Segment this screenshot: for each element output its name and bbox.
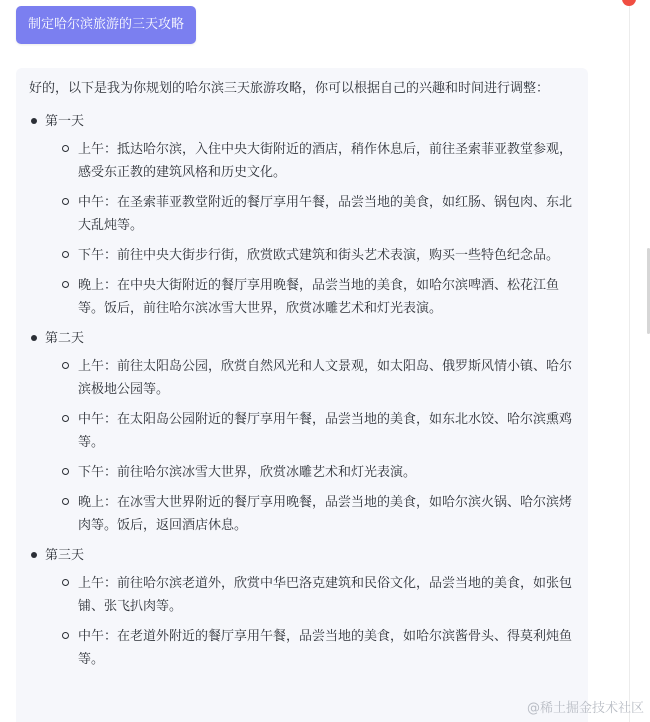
user-prompt-bubble[interactable]: 制定哈尔滨旅游的三天攻略	[16, 6, 196, 44]
schedule-item: 中午：在老道外附近的餐厅享用午餐，品尝当地的美食，如哈尔滨酱骨头、得莫利炖鱼等。	[61, 625, 575, 671]
schedule-item: 晚上：在冰雪大世界附近的餐厅享用晚餐，品尝当地的美食，如哈尔滨火锅、哈尔滨烤肉等。饭后，返回酒店休息。	[61, 491, 575, 537]
notification-dot-icon	[622, 0, 636, 6]
right-scrollbar[interactable]	[629, 0, 650, 722]
day-schedule	[45, 355, 575, 537]
day-title: 第二天	[45, 331, 85, 346]
day-title: 第一天	[45, 114, 85, 129]
schedule-item: 上午：前往哈尔滨老道外，欣赏中华巴洛克建筑和民俗文化，品尝当地的美食，如张包铺、张飞扒肉等。	[61, 572, 575, 618]
schedule-item: 上午：抵达哈尔滨，入住中央大街附近的酒店，稍作休息后，前往圣索菲亚教堂参观，感受东正教的建筑风格和历史文化。	[61, 138, 575, 184]
assistant-answer-card	[16, 68, 588, 722]
schedule-item: 上午：前往太阳岛公园，欣赏自然风光和人文景观，如太阳岛、俄罗斯风情小镇、哈尔滨极地公园等。	[61, 355, 575, 401]
watermark: @稀土掘金技术社区	[526, 701, 644, 716]
day-item	[29, 110, 575, 320]
schedule-item: 中午：在太阳岛公园附近的餐厅享用午餐，品尝当地的美食，如东北水饺、哈尔滨熏鸡等。	[61, 408, 575, 454]
day-schedule	[45, 572, 575, 671]
schedule-item: 下午：前往哈尔滨冰雪大世界，欣赏冰雕艺术和灯光表演。	[61, 461, 575, 484]
day-item	[29, 544, 575, 671]
schedule-item: 中午：在圣索菲亚教堂附近的餐厅享用午餐，品尝当地的美食，如红肠、锅包肉、东北大乱炖等。	[61, 191, 575, 237]
itinerary-list	[29, 110, 575, 671]
day-schedule	[45, 138, 575, 320]
schedule-item: 下午：前往中央大街步行街，欣赏欧式建筑和街头艺术表演，购买一些特色纪念品。	[61, 244, 575, 267]
day-item	[29, 327, 575, 537]
answer-intro: 好的，以下是我为你规划的哈尔滨三天旅游攻略，你可以根据自己的兴趣和时间进行调整：	[29, 81, 550, 96]
day-title: 第三天	[45, 548, 85, 563]
schedule-item: 晚上：在中央大街附近的餐厅享用晚餐，品尝当地的美食，如哈尔滨啤酒、松花江鱼等。饭后，前往哈尔滨冰雪大世界，欣赏冰雕艺术和灯光表演。	[61, 274, 575, 320]
